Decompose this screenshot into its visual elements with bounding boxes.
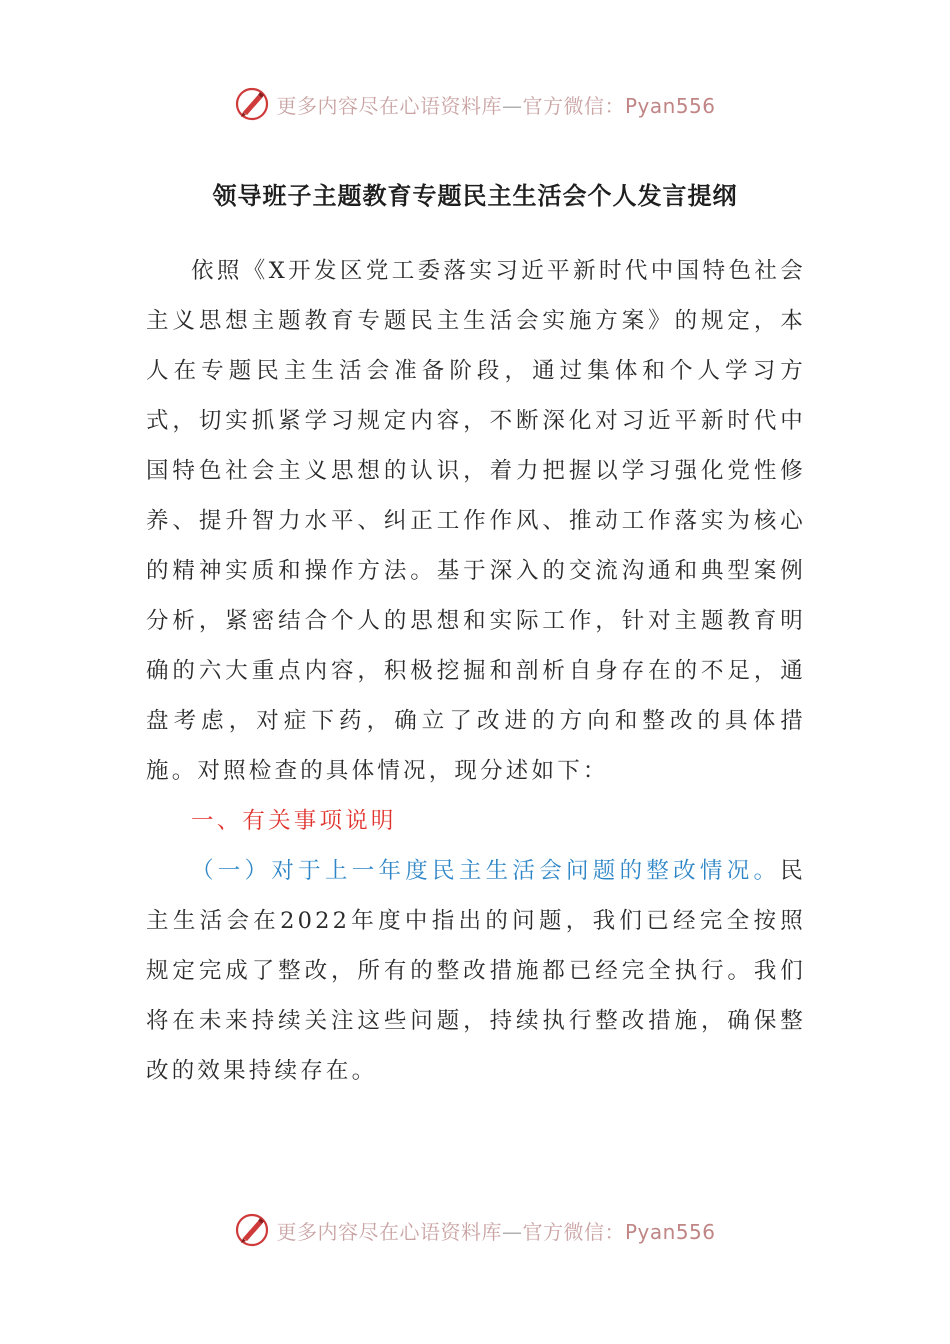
banner-site-name: 更多内容尽在心语资料库 [276, 1219, 502, 1244]
subsection-lead: （一）对于上一年度民主生活会问题的整改情况。 [191, 858, 781, 884]
banner-text [276, 1216, 715, 1245]
subsection-body: 民主生活会在2022年度中指出的问题，我们已经完全按照规定完成了整改，所有的整改措施都已经完全执行。我们将在未来持续关注这些问题，持续执行整改措施，确保整改的效果持续存在。 [146, 858, 806, 1084]
banner-site-name: 更多内容尽在心语资料库 [276, 93, 502, 118]
subsection-paragraph [146, 846, 806, 1096]
banner-wechat-label: 官方微信： [522, 1219, 625, 1244]
section-heading: 一、有关事项说明 [191, 808, 397, 834]
pen-logo-icon [234, 86, 270, 122]
document-title: 领导班子主题教育专题民主生活会个人发言提纲 [212, 181, 738, 210]
banner-dash: — [501, 1219, 523, 1244]
document-body [146, 246, 806, 1096]
banner-wechat-id: Pyan556 [624, 1219, 716, 1244]
header-watermark-banner [0, 82, 950, 126]
banner-wechat-id: Pyan556 [624, 93, 716, 118]
banner-wechat-label: 官方微信： [522, 93, 625, 118]
intro-paragraph: 依照《X开发区党工委落实习近平新时代中国特色社会主义思想主题教育专题民主生活会实施方案》的规定，本人在专题民主生活会准备阶段，通过集体和个人学习方式，切实抓紧学习规定内容，不断深化对习近平新时代中国特色社会主义思想的认识，着力把握以学习强化党性修养、提升智力水平、纠正工作作风、推动工作落实为核心的精神实质和操作方法。基于深入的交流沟通和典型案例分析，紧密结合个人的思想和实际工作，针对主题教育明确的六大重点内容，积极挖掘和剖析自身存在的不足，通盘考虑，对症下药，确立了改进的方向和整改的具体措施。对照检查的具体情况，现分述如下： [146, 258, 806, 784]
footer-watermark-banner [0, 1208, 950, 1252]
banner-text [276, 90, 715, 119]
banner-dash: — [501, 93, 523, 118]
pen-logo-icon [234, 1212, 270, 1248]
